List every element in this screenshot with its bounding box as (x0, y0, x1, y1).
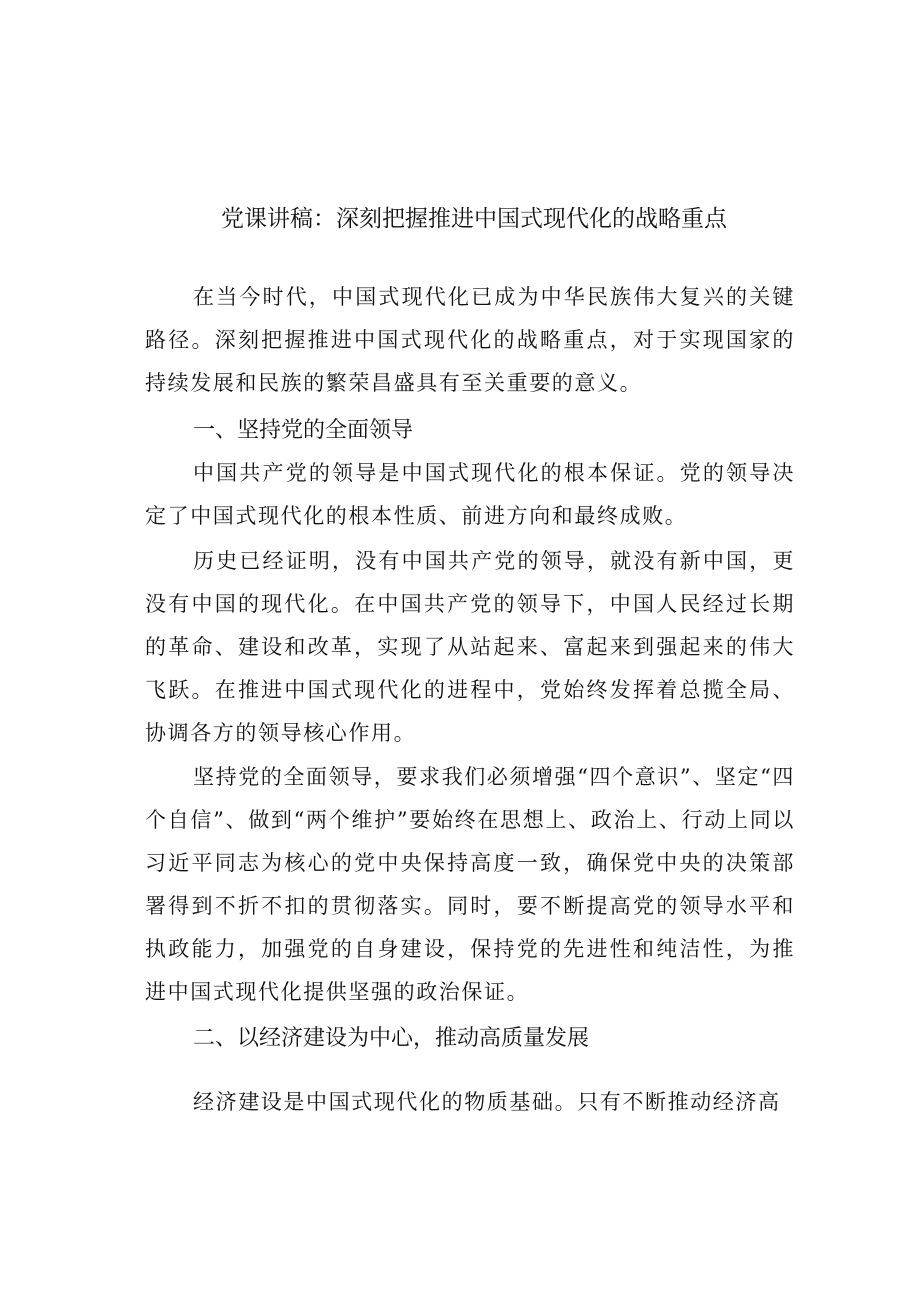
section-2-heading: 二、以经济建设为中心，推动高质量发展 (193, 1026, 590, 1051)
document-title: 党课讲稿：深刻把握推进中国式现代化的战略重点 (221, 206, 727, 232)
intro-paragraph: 在当今时代，中国式现代化已成为中华民族伟大复兴的关键路径。深刻把握推进中国式现代化的战略重点，对于实现国家的持续发展和民族的繁荣昌盛具有至关重要的意义。 (145, 285, 795, 395)
section-1-paragraph-1: 中国共产党的领导是中国式现代化的根本保证。党的领导决定了中国式现代化的根本性质、前进方向和最终成败。 (145, 461, 795, 528)
section-1-paragraph-2: 历史已经证明，没有中国共产党的领导，就没有新中国，更没有中国的现代化。在中国共产党的领导下，中国人民经过长期的革命、建设和改革，实现了从站起来、富起来到强起来的伟大飞跃。在推进中国式现代化的进程中，党始终发挥着总揽全局、协调各方的领导核心作用。 (145, 549, 795, 745)
section-1-paragraph-3: 坚持党的全面领导，要求我们必须增强“四个意识”、坚定“四个自信”、做到“两个维护”要始终在思想上、政治上、行动上同以习近平同志为核心的党中央保持高度一致，确保党中央的决策部署得到不折不扣的贯彻落实。同时，要不断提高党的领导水平和执政能力，加强党的自身建设，保持党的先进性和纯洁性，为推进中国式现代化提供坚强的政治保证。 (145, 765, 796, 1004)
section-1-heading: 一、坚持党的全面领导 (193, 418, 414, 443)
section-2-paragraph-1: 经济建设是中国式现代化的物质基础。只有不断推动经济高 (193, 1090, 781, 1114)
